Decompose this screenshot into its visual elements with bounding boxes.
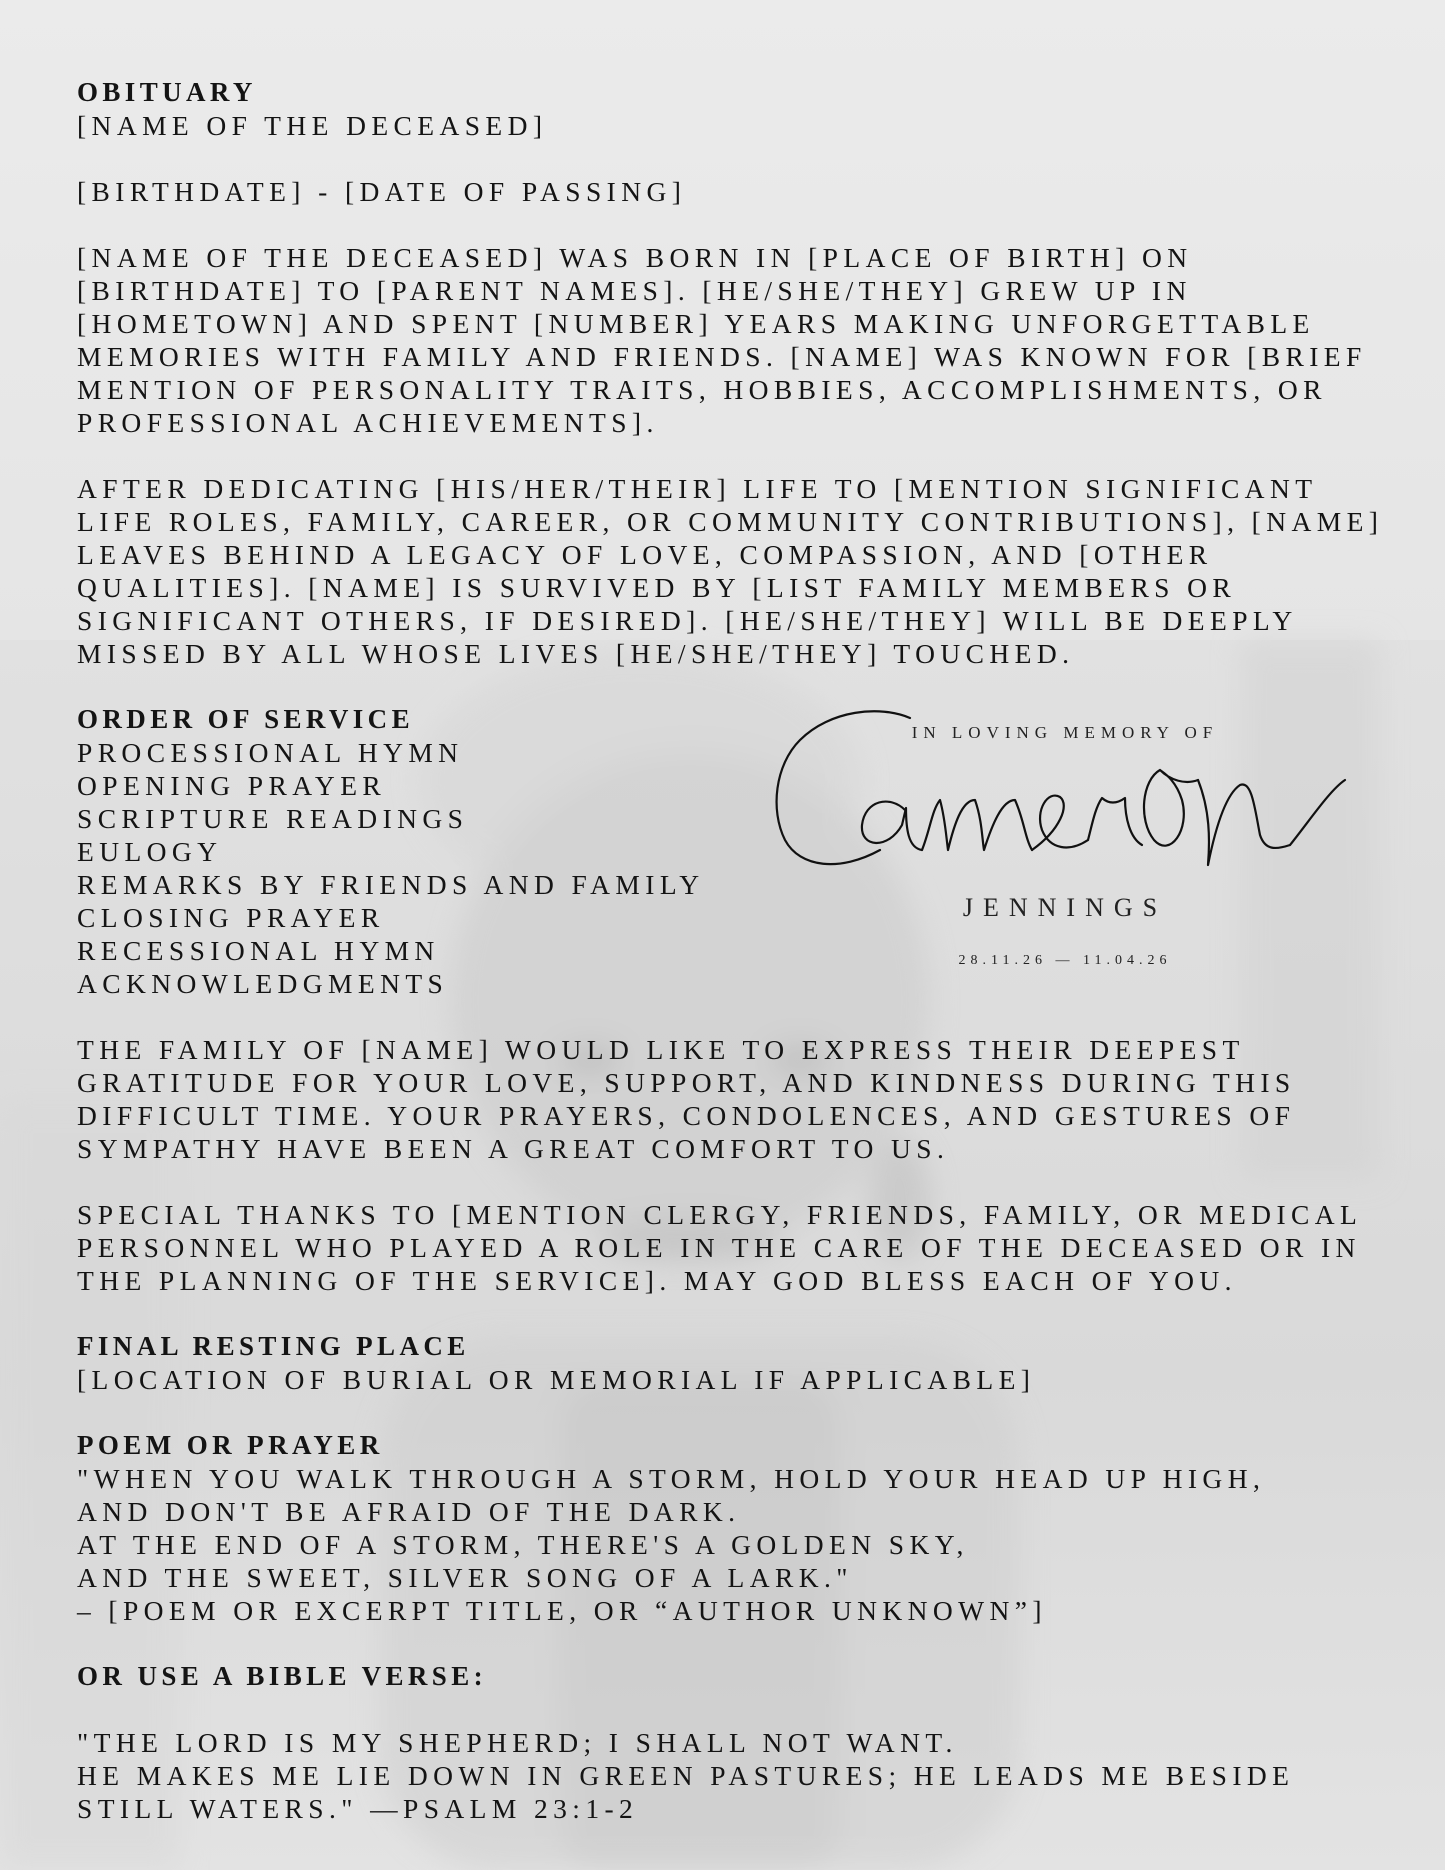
service-item: REMARKS BY FRIENDS AND FAMILY [77,869,705,900]
paragraph-line: LIFE ROLES, FAMILY, CAREER, OR COMMUNITY CONTRIBUTIONS], [NAME] [77,506,1384,537]
service-item: CLOSING PRAYER [77,902,385,933]
bible-verse-heading: OR USE A BIBLE VERSE: [77,1661,488,1691]
poem-attribution: – [POEM OR EXCERPT TITLE, OR “AUTHOR UNKNOWN”] [77,1595,1047,1626]
paragraph-line: LEAVES BEHIND A LEGACY OF LOVE, COMPASSION, AND [OTHER [77,539,1213,570]
paragraph-line: MISSED BY ALL WHOSE LIVES [HE/SHE/THEY] TOUCHED. [77,638,1075,669]
poem-heading: POEM OR PRAYER [77,1430,384,1460]
poem-line: AT THE END OF A STORM, THERE'S A GOLDEN SKY, [77,1529,969,1560]
service-item: EULOGY [77,836,223,867]
paragraph-line: AFTER DEDICATING [HIS/HER/THEIR] LIFE TO [MENTION SIGNIFICANT [77,473,1318,504]
paragraph-line: [BIRTHDATE] TO [PARENT NAMES]. [HE/SHE/THEY] GREW UP IN [77,275,1192,306]
paragraph-line: PROFESSIONAL ACHIEVEMENTS]. [77,407,659,438]
paragraph-line: SYMPATHY HAVE BEEN A GREAT COMFORT TO US. [77,1133,950,1164]
resting-place-text: [LOCATION OF BURIAL OR MEMORIAL IF APPLICABLE] [77,1364,1036,1395]
in-loving-memory-label: IN LOVING MEMORY OF [911,723,1219,742]
paragraph-line: GRATITUDE FOR YOUR LOVE, SUPPORT, AND KINDNESS DURING THIS [77,1067,1296,1098]
poem-line: AND THE SWEET, SILVER SONG OF A LARK." [77,1562,853,1593]
paragraph-line: THE FAMILY OF [NAME] WOULD LIKE TO EXPRESS THEIR DEEPEST [77,1034,1245,1065]
paragraph-line: PERSONNEL WHO PLAYED A ROLE IN THE CARE OF THE DECEASED OR IN [77,1232,1361,1263]
obituary-heading: OBITUARY [77,77,257,107]
service-item: OPENING PRAYER [77,770,387,801]
memorial-name-block [770,700,1390,1000]
service-item: PROCESSIONAL HYMN [77,737,464,768]
verse-line: STILL WATERS." —PSALM 23:1-2 [77,1793,639,1824]
surname: JENNINGS [962,893,1168,922]
paragraph-line: DIFFICULT TIME. YOUR PRAYERS, CONDOLENCES, AND GESTURES OF [77,1100,1296,1131]
life-dates: [BIRTHDATE] - [DATE OF PASSING] [77,176,687,207]
verse-line: "THE LORD IS MY SHEPHERD; I SHALL NOT WANT. [77,1727,958,1758]
service-item: ACKNOWLEDGMENTS [77,968,449,999]
paragraph-line: QUALITIES]. [NAME] IS SURVIVED BY [LIST FAMILY MEMBERS OR [77,572,1237,603]
paragraph-line: MEMORIES WITH FAMILY AND FRIENDS. [NAME] WAS KNOWN FOR [BRIEF [77,341,1367,372]
poem-line: AND DON'T BE AFRAID OF THE DARK. [77,1496,741,1527]
deceased-name: [NAME OF THE DECEASED] [77,110,548,141]
paragraph-line: SPECIAL THANKS TO [MENTION CLERGY, FRIENDS, FAMILY, OR MEDICAL [77,1199,1363,1230]
service-item: RECESSIONAL HYMN [77,935,440,966]
service-item: SCRIPTURE READINGS [77,803,469,834]
memorial-dates: 28.11.26 — 11.04.26 [958,953,1172,968]
paragraph-line: SIGNIFICANT OTHERS, IF DESIRED]. [HE/SHE/THEY] WILL BE DEEPLY [77,605,1298,636]
order-of-service-heading: ORDER OF SERVICE [77,704,414,734]
paragraph-line: [NAME OF THE DECEASED] WAS BORN IN [PLACE OF BIRTH] ON [77,242,1193,273]
verse-line: HE MAKES ME LIE DOWN IN GREEN PASTURES; HE LEADS ME BESIDE [77,1760,1295,1791]
paragraph-line: THE PLANNING OF THE SERVICE]. MAY GOD BLESS EACH OF YOU. [77,1265,1237,1296]
paragraph-line: [HOMETOWN] AND SPENT [NUMBER] YEARS MAKING UNFORGETTABLE [77,308,1315,339]
poem-line: "WHEN YOU WALK THROUGH A STORM, HOLD YOUR HEAD UP HIGH, [77,1463,1266,1494]
final-resting-place-heading: FINAL RESTING PLACE [77,1331,470,1361]
paragraph-line: MENTION OF PERSONALITY TRAITS, HOBBIES, ACCOMPLISHMENTS, OR [77,374,1327,405]
